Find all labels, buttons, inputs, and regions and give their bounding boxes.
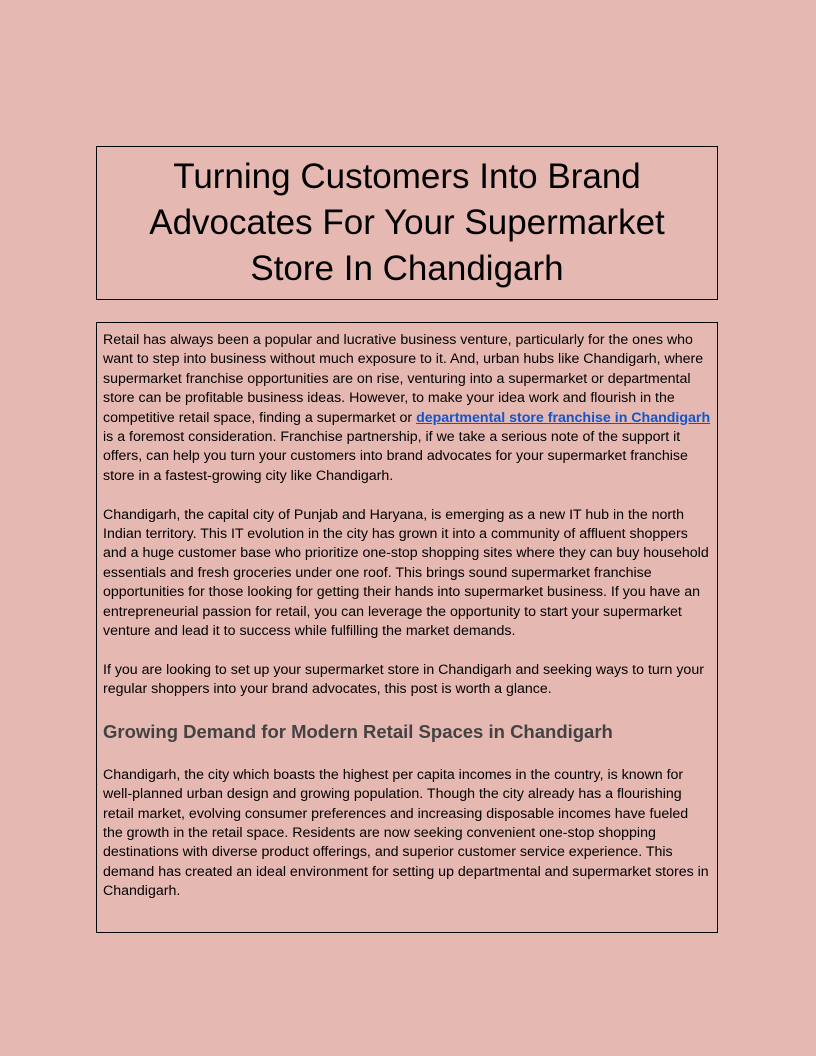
section-heading: Growing Demand for Modern Retail Spaces in Chandigarh [103, 720, 613, 742]
chandigarh-it-hub-paragraph: Chandigarh, the capital city of Punjab and Haryana, is emerging as a new IT hub in the north Indian territory. This IT evolution in the city has grown it into a community of affluent shoppers and a huge customer base who prioritize one-stop shopping sites where they can buy household essentials and fresh groceries under one roof. This brings sound supermarket franchise opportunities for those looking for getting their hands into supermarket business. If you have an entrepreneurial passion for retail, you can leverage the opportunity to start your supermarket venture and lead it to success while fulfilling the market demands. [103, 506, 709, 640]
growing-demand-paragraph: Chandigarh, the city which boasts the highest per capita incomes in the country, is known for well-planned urban design and growing population. Though the city already has a flourishing retail market, evolving consumer preferences and increasing disposable incomes have fueled the growth in the retail space. Residents are now seeking convenient one-stop shopping destinations with diverse product offerings, and superior customer service experience. This demand has created an ideal environment for setting up departmental and supermarket stores in Chandigarh. [103, 766, 709, 900]
departmental-store-franchise-link[interactable]: departmental store franchise in Chandigarh [416, 409, 711, 426]
document-title: Turning Customers Into Brand Advocates For Your Supermarket Store In Chandigarh [149, 157, 665, 288]
intro-text-after-link: is a foremost consideration. Franchise partnership, if we take a serious note of the support it offers, can help you turn your customers into brand advocates for your supermarket franchise store in a fastest-growing city like Chandigarh. [103, 429, 688, 484]
title-box [96, 146, 718, 300]
intro-text-before-link: Retail has always been a popular and lucrative business venture, particularly for the ones who want to step into business without much exposure to it. And, urban hubs like Chandigarh, where supermarket franchise opportunities are on rise, venturing into a supermarket or departmental store can be profitable business ideas. However, to make your idea work and flourish in the competitive retail space, finding a supermarket or [103, 332, 704, 426]
intro-paragraph [103, 331, 711, 486]
post-purpose-paragraph: If you are looking to set up your supermarket store in Chandigarh and seeking ways to turn your regular shoppers into your brand advocates, this post is worth a glance. [103, 661, 704, 698]
article-body [96, 322, 718, 933]
